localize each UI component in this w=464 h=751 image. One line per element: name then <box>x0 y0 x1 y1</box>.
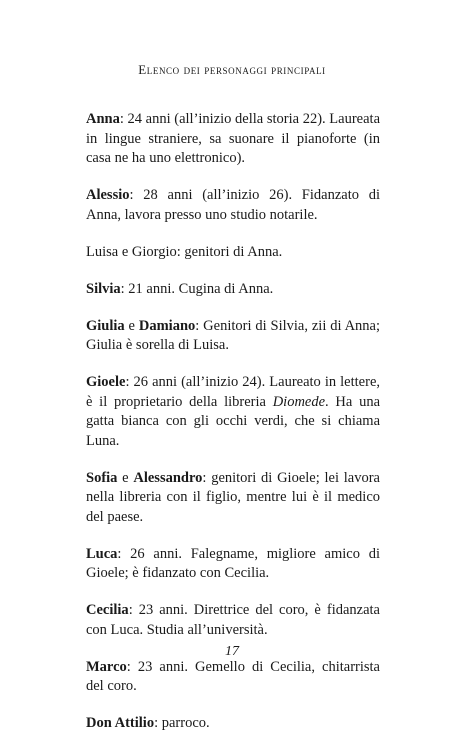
character-description: : genitori di Gioele; lei lavora nella libreria con il figlio, mentre lui è il medico del paese. <box>86 469 380 525</box>
page-heading: Elenco dei personaggi principali <box>138 62 326 77</box>
character-description: : 26 anni. Falegname, migliore amico di Gioele; è fidanzato con Cecilia. <box>86 545 380 581</box>
character-entry-sofia-alessandro <box>86 469 380 528</box>
character-entry-marco <box>86 658 380 697</box>
character-entry-cecilia <box>86 601 380 640</box>
character-entry-giulia-damiano <box>86 317 380 356</box>
character-description: Luisa e Giorgio: genitori di Anna. <box>86 243 283 260</box>
character-name: Don Attilio <box>86 715 155 731</box>
character-description: : 23 anni. Gemello di Cecilia, chitarrista del coro. <box>86 658 380 694</box>
character-entry-luisa-giorgio <box>86 243 380 263</box>
character-name: Cecilia <box>86 602 129 618</box>
character-description: : 23 anni. Direttrice del coro, è fidanzata con Luca. Studia all’università. <box>86 602 380 638</box>
character-name: Marco <box>86 658 127 675</box>
character-name: Giulia <box>86 317 125 334</box>
character-name: Sofia <box>86 469 118 486</box>
character-name: Alessandro <box>133 469 203 486</box>
character-entry-luca <box>86 545 380 584</box>
character-name: Anna <box>86 111 120 127</box>
character-entry-anna <box>86 110 380 169</box>
character-description: . Ha una gatta bianca con gli occhi verdi, che si chiama Luna. <box>86 393 381 449</box>
character-name: Damiano <box>138 317 196 334</box>
character-name: Luca <box>86 545 118 562</box>
character-description: : 24 anni (all’inizio della storia 22). Laureata in lingue straniere, sa suonare il pianoforte (in casa ne ha uno elettronico). <box>86 111 380 166</box>
name-connector: e <box>117 469 134 486</box>
character-description: : 28 anni (all’inizio 26). Fidanzato di Anna, lavora presso uno studio notarile. <box>86 187 380 223</box>
bookshop-name: Diomede <box>272 393 326 410</box>
character-entry-alessio <box>86 186 380 225</box>
character-entry-gioele <box>86 373 380 451</box>
page-number: 17 <box>225 644 239 659</box>
character-entry-don-attilio <box>86 714 380 734</box>
character-name: Gioele <box>86 374 126 390</box>
character-description: : parroco. <box>154 715 210 731</box>
name-connector: e <box>124 317 139 334</box>
character-name: Alessio <box>86 187 130 203</box>
character-name: Silvia <box>86 280 121 297</box>
character-entry-silvia <box>86 280 380 300</box>
character-description: : 21 anni. Cugina di Anna. <box>120 280 274 297</box>
character-description: : Genitori di Silvia, zii di Anna; Giulia è sorella di Luisa. <box>86 317 381 353</box>
character-description: : 26 anni (all’inizio 24). Laureato in lettere, è il proprietario della libreria <box>86 374 380 410</box>
